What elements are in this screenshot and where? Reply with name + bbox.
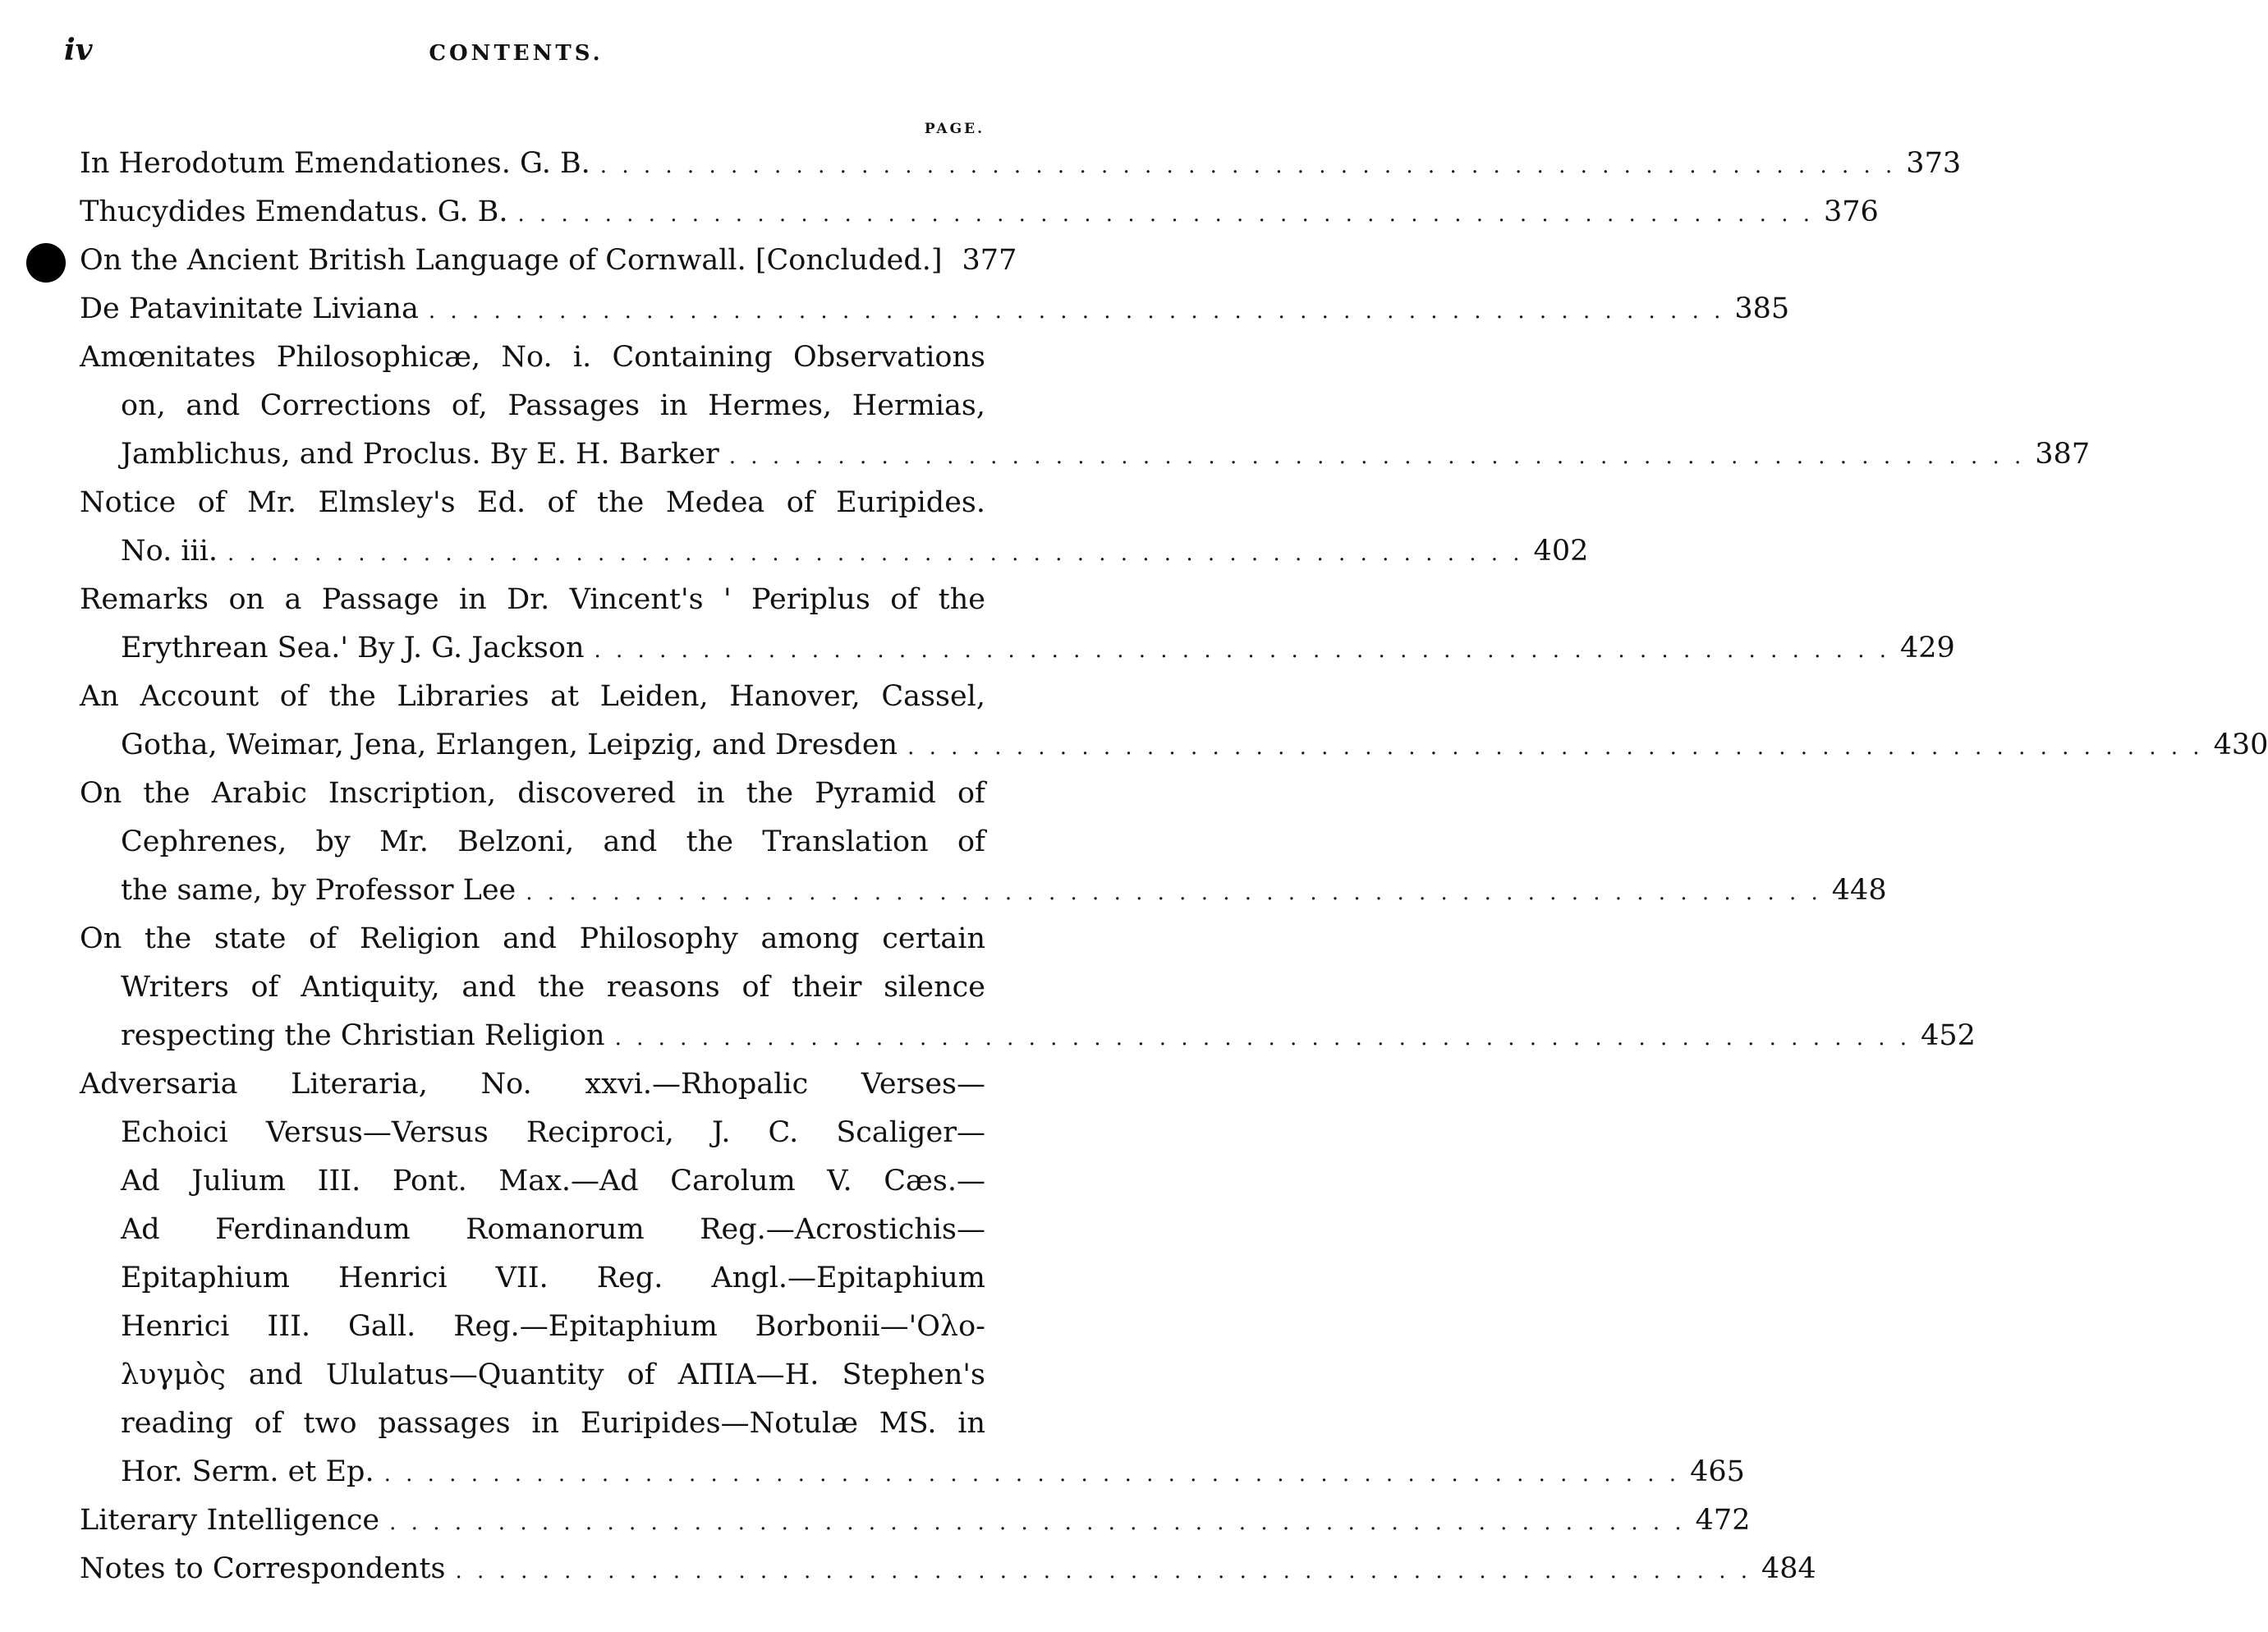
- dot-leader: . . . . . . . . . . . . . . . . . . . . . . . . . . . . . . . . . . . . . . . . . . . . . . . . . . . . . . . . . . . .: [389, 1510, 1686, 1535]
- toc-entry-line: [80, 818, 985, 867]
- toc-entry-title: Remarks on a Passage in Dr. Vincent's ' Periplus of the: [80, 583, 985, 616]
- toc-entry-line: [80, 673, 985, 721]
- toc-entry-line: [80, 527, 1589, 576]
- toc-entry-title: In Herodotum Emendationes. G. B.: [80, 147, 590, 180]
- toc-page-number: 484: [1761, 1552, 1816, 1585]
- dot-leader: . . . . . . . . . . . . . . . . . . . . . . . . . . . . . . . . . . . . . . . . . . . . . . . . . . . . . . . . . . . .: [614, 1026, 1912, 1050]
- toc-entry-line: [80, 1012, 1976, 1060]
- toc-entry-title: Adversaria Literaria, No. xxvi.—Rhopalic Verses—: [80, 1068, 985, 1101]
- toc-entry-line: [80, 1206, 985, 1254]
- toc-entry-title: reading of two passages in Euripides—Notulæ MS. in: [121, 1407, 985, 1440]
- toc-entry: [80, 1060, 1745, 1496]
- table-of-contents: [80, 140, 2268, 1593]
- toc-page-number: 429: [1900, 632, 1955, 664]
- toc-entry-line: [80, 867, 1887, 915]
- toc-entry-title: On the state of Religion and Philosophy among certain: [80, 922, 985, 955]
- toc-entry: [80, 237, 1017, 285]
- toc-entry-line: [80, 382, 985, 430]
- dot-leader: . . . . . . . . . . . . . . . . . . . . . . . . . . . . . . . . . . . . . . . . . . . . . . . . . . . . . . . . . . . .: [907, 735, 2204, 760]
- toc-entry-title: Gotha, Weimar, Jena, Erlangen, Leipzig, and Dresden: [121, 729, 898, 761]
- toc-entry-line: [80, 963, 985, 1012]
- dot-leader: . . . . . . . . . . . . . . . . . . . . . . . . . . . . . . . . . . . . . . . . . . . . . . . . . . . . . . . . . . . .: [428, 299, 1725, 324]
- toc-entry: [80, 285, 1790, 333]
- toc-entry-line: [80, 285, 1790, 333]
- toc-entry-title: Cephrenes, by Mr. Belzoni, and the Translation of: [121, 825, 985, 858]
- dot-leader: . . . . . . . . . . . . . . . . . . . . . . . . . . . . . . . . . . . . . . . . . . . . . . . . . . . . . . . . . . . .: [728, 444, 2026, 469]
- toc-entry-line: [80, 576, 985, 624]
- toc-entry-title: On the Arabic Inscription, discovered in the Pyramid of: [80, 777, 985, 810]
- toc-entry-line: [80, 188, 1879, 237]
- toc-entry-line: [80, 1157, 985, 1206]
- toc-entry: [80, 479, 1589, 576]
- toc-entry-title: on, and Corrections of, Passages in Hermes, Hermias,: [121, 389, 985, 422]
- toc-entry-line: [80, 915, 985, 963]
- toc-entry-title: Erythrean Sea.' By J. G. Jackson: [121, 632, 585, 664]
- toc-entry-title: Thucydides Emendatus. G. B.: [80, 195, 508, 228]
- toc-page-number: 430: [2213, 729, 2268, 761]
- toc-page-number: 452: [1921, 1019, 1976, 1052]
- toc-entry-line: [80, 1303, 985, 1351]
- dot-leader: . . . . . . . . . . . . . . . . . . . . . . . . . . . . . . . . . . . . . . . . . . . . . . . . . . . . . . . . . . . .: [526, 880, 1822, 905]
- toc-entry-title: the same, by Professor Lee: [121, 874, 516, 907]
- toc-entry-line: [80, 430, 2091, 479]
- toc-entry-line: [80, 721, 2268, 770]
- toc-entry-title: Henrici III. Gall. Reg.—Epitaphium Borbonii—'Ολο-: [121, 1310, 985, 1343]
- toc-entry-line: [80, 140, 1962, 188]
- toc-page-number: 448: [1831, 874, 1887, 907]
- toc-page-number: 402: [1533, 535, 1589, 568]
- dot-leader: . . . . . . . . . . . . . . . . . . . . . . . . . . . . . . . . . . . . . . . . . . . . . . . . . . . . . . . . . . . .: [599, 154, 1897, 178]
- toc-entry-title: An Account of the Libraries at Leiden, Hanover, Cassel,: [80, 680, 985, 713]
- toc-entry-line: [80, 770, 985, 818]
- toc-entry-title: Ad Julium III. Pont. Max.—Ad Carolum V. Cæs.—: [121, 1165, 985, 1198]
- toc-entry-line: [80, 1400, 985, 1448]
- toc-entry-title: Ad Ferdinandum Romanorum Reg.—Acrostichis—: [121, 1213, 985, 1246]
- toc-entry-title: Notes to Correspondents: [80, 1552, 446, 1585]
- dot-leader: . . . . . . . . . . . . . . . . . . . . . . . . . . . . . . . . . . . . . . . . . . . . . . . . . . . . . . . . . . . .: [517, 202, 1814, 227]
- toc-entry: [80, 770, 1887, 915]
- toc-page-number: 472: [1695, 1504, 1751, 1537]
- toc-page-number: 377: [962, 244, 1017, 277]
- dot-leader: . . . . . . . . . . . . . . . . . . . . . . . . . . . . . . . . . . . . . . . . . . . . . . . . . . . . . . . . . . . .: [227, 541, 1524, 566]
- toc-page-number: 385: [1734, 292, 1790, 325]
- toc-entry-title: De Patavinitate Liviana: [80, 292, 419, 325]
- toc-entry-line: [80, 1448, 1745, 1496]
- toc-entry: [80, 1496, 1751, 1545]
- toc-entry-title: Epitaphium Henrici VII. Reg. Angl.—Epitaphium: [121, 1262, 985, 1294]
- toc-entry: [80, 576, 1955, 673]
- toc-entry-line: [80, 479, 985, 527]
- toc-entry-line: [80, 1496, 1751, 1545]
- toc-entry-line: [80, 624, 1955, 673]
- toc-entry-title: Jamblichus, and Proclus. By E. H. Barker: [121, 438, 719, 471]
- toc-entry: [80, 333, 2091, 479]
- bullet-mark-icon: [26, 243, 66, 283]
- toc-entry-line: [80, 1351, 985, 1400]
- toc-page-number: 387: [2035, 438, 2091, 471]
- toc-entry-title: Notice of Mr. Elmsley's Ed. of the Medea of Euripides.: [80, 486, 985, 519]
- toc-entry-title: Literary Intelligence: [80, 1504, 380, 1537]
- toc-entry-line: [80, 1060, 985, 1109]
- toc-page-number: 376: [1824, 195, 1879, 228]
- toc-entry-title: On the Ancient British Language of Cornwall. [Concluded.]: [80, 244, 943, 277]
- toc-entry-line: [80, 1109, 985, 1157]
- page-column-label: PAGE.: [924, 121, 985, 137]
- toc-entry: [80, 673, 2268, 770]
- toc-entry: [80, 188, 1879, 237]
- page-folio: iv: [64, 33, 93, 67]
- toc-entry: [80, 915, 1976, 1060]
- dot-leader: . . . . . . . . . . . . . . . . . . . . . . . . . . . . . . . . . . . . . . . . . . . . . . . . . . . . . . . . . . . .: [594, 638, 1890, 663]
- toc-entry-title: λυγμὸς and Ululatus—Quantity of ΑΠΙΑ—H. Stephen's: [121, 1358, 985, 1391]
- toc-entry-title: Echoici Versus—Versus Reciproci, J. C. Scaliger—: [121, 1116, 985, 1149]
- toc-entry-line: [80, 333, 985, 382]
- page-title: CONTENTS.: [429, 41, 604, 66]
- toc-entry-line: [80, 237, 1017, 285]
- dot-leader: . . . . . . . . . . . . . . . . . . . . . . . . . . . . . . . . . . . . . . . . . . . . . . . . . . . . . . . . . . . .: [455, 1559, 1752, 1584]
- toc-entry-line: [80, 1254, 985, 1303]
- toc-entry-title: respecting the Christian Religion: [121, 1019, 605, 1052]
- toc-entry-title: No. iii.: [121, 535, 218, 568]
- toc-entry-title: Writers of Antiquity, and the reasons of their silence: [121, 971, 985, 1004]
- toc-entry: [80, 1545, 1816, 1593]
- toc-page-number: 373: [1906, 147, 1962, 180]
- toc-entry-title: Amœnitates Philosophicæ, No. i. Containing Observations: [80, 341, 985, 374]
- toc-entry-title: Hor. Serm. et Ep.: [121, 1455, 374, 1488]
- toc-entry-line: [80, 1545, 1816, 1593]
- dot-leader: . . . . . . . . . . . . . . . . . . . . . . . . . . . . . . . . . . . . . . . . . . . . . . . . . . . . . . . . . . . .: [383, 1462, 1681, 1487]
- toc-entry: [80, 140, 1962, 188]
- toc-page-number: 465: [1690, 1455, 1745, 1488]
